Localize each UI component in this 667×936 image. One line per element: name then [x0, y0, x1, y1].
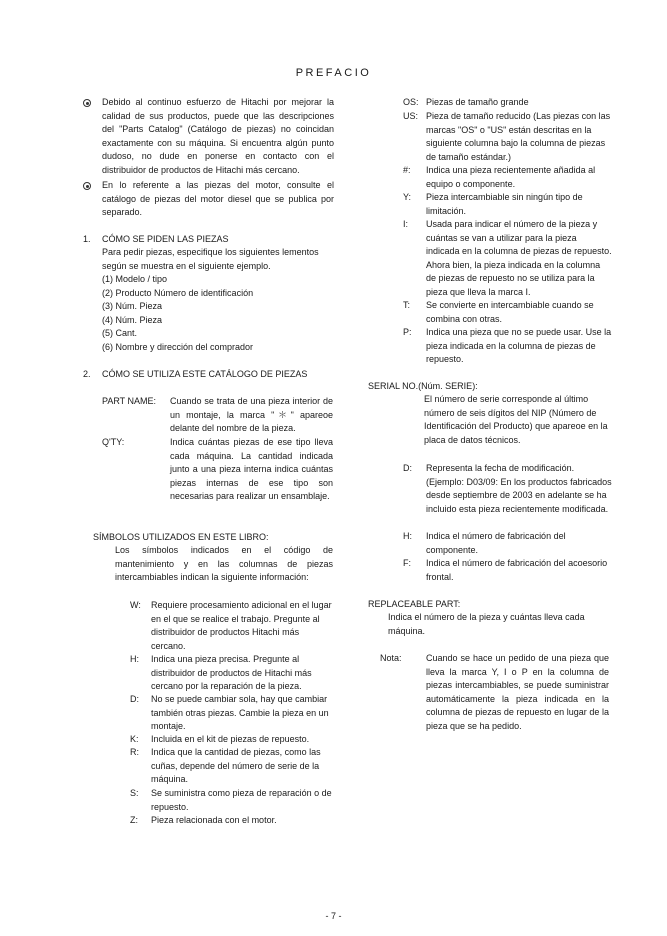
- symbol-key: R:: [130, 747, 139, 757]
- code-key: US:: [403, 111, 419, 121]
- section-1-list: [102, 273, 253, 354]
- code-key: T:: [403, 300, 411, 310]
- code-text: Usada para indicar el número de la pieza y cuántas se van a utilizar para la pieza indicada en la columna de piezas de repuesto. Ahora bien, la pieza indicada en la columna de piezas de repuesto no se utiliza para la pieza que lleva la marca I.: [426, 219, 612, 297]
- code-text: Pieza de tamaño reducido (Las piezas con las marcas "OS" o "US" están descritas en la siguiente columna bajo la columna de piezas de tamaño estándar.): [426, 111, 611, 162]
- symbol-key: H:: [130, 654, 139, 664]
- serial-key: D:: [403, 463, 412, 473]
- serial-key: H:: [403, 531, 412, 541]
- bullet-icon: [83, 182, 92, 191]
- section-2-heading: CÓMO SE UTILIZA ESTE CATÁLOGO DE PIEZAS: [102, 369, 308, 379]
- code-text: Pieza intercambiable sin ningún tipo de limitación.: [426, 192, 583, 216]
- replaceable-body: Indica el número de la pieza y cuántas lleva cada máquina.: [388, 612, 585, 636]
- list-item: (6) Nombre y dirección del comprador: [102, 341, 254, 352]
- symbol-key: W:: [130, 600, 141, 610]
- list-item: (2) Producto Número de identificación: [102, 287, 254, 298]
- bullet-icon: [83, 99, 92, 108]
- serial-key: F:: [403, 558, 411, 568]
- list-item: (5) Cant.: [102, 328, 138, 338]
- code-text: Indica una pieza que no se puede usar. Use la pieza indicada en la columna de piezas de repuesto.: [426, 327, 612, 364]
- section-1-number: 1.: [83, 234, 91, 244]
- serial-body: El número de serie corresponde al último número de seis dígitos del NIP (Número de Identificación del Producto) que apareoe en la placa de datos técnicos.: [424, 394, 608, 445]
- symbol-key: Z:: [130, 815, 138, 825]
- code-text: Piezas de tamaño grande: [426, 97, 529, 107]
- replaceable-heading: REPLACEABLE PART:: [368, 599, 461, 609]
- note-text: Cuando se hace un pedido de una pieza que lleva la marca Y, I o P en la columna de piezas intercambiables, se puede suministrar automáticamente la pieza indicada en la columna de piezas de repuesto en lugar de la pieza que se ha pedido.: [426, 653, 609, 731]
- symbol-text: Indica que la cantidad de piezas, como las cuñas, depende del número de serie de la máquina.: [151, 747, 321, 784]
- section-2-number: 2.: [83, 369, 91, 379]
- code-key: OS:: [403, 97, 419, 107]
- code-key: #:: [403, 165, 411, 175]
- symbol-text: Incluida en el kit de piezas de repuesto.: [151, 734, 310, 744]
- serial-text: Indica el número de fabricación del acoesorio frontal.: [426, 558, 608, 582]
- list-item: (1) Modelo / tipo: [102, 274, 168, 284]
- def-term: PART NAME:: [102, 396, 157, 406]
- serial-heading: SERIAL NO.(Núm. SERIE):: [368, 381, 478, 391]
- symbol-text: Se suministra como pieza de reparación o de repuesto.: [151, 788, 332, 812]
- code-text: Se convierte en intercambiable cuando se combina con otras.: [426, 300, 594, 324]
- code-key: P:: [403, 327, 412, 337]
- page-title: PREFACIO: [295, 67, 372, 79]
- symbol-key: K:: [130, 734, 139, 744]
- intro-paragraph-1: Debido al continuo esfuerzo de Hitachi por mejorar la calidad de sus productos, puede que las descripciones del "Parts Catalog" (Catálogo de piezas) no coincidan exactamente con su máquina. Si encuentra algún punto dudoso, no dude en ponerse en contacto con el distribuidor de productos de Hitachi más cercano.: [102, 97, 334, 175]
- code-key: Y:: [403, 192, 412, 202]
- code-key: I:: [403, 219, 409, 229]
- serial-text: Representa la fecha de modificación. (Ejemplo: D03/09: En los productos fabricados desde septiembre de 2003 en adelante se ha incluido esta pieza recientemente modificada.: [426, 463, 612, 514]
- def-text: Cuando se trata de una pieza interior de un montaje, la marca "＊" apareoe delante del nombre de la pieza.: [170, 396, 333, 433]
- section-1-heading: CÓMO SE PIDEN LAS PIEZAS: [102, 234, 229, 244]
- def-text: Indica cuántas piezas de ese tipo lleva cada máquina. La cantidad indicada junto a una pieza interna indica cuántas piezas internas de ese tipo son necesarias para realizar un ensamblaje.: [170, 437, 333, 501]
- page-number: - 7 -: [325, 911, 342, 921]
- symbol-key: S:: [130, 788, 139, 798]
- symbol-text: Indica una pieza precisa. Pregunte al distribuidor de productos de Hitachi más cercano por la reparación de la pieza.: [151, 654, 312, 691]
- section-1-body: Para pedir piezas, especifique los siguientes lementos según se muestra en el siguiente ejemplo.: [102, 247, 319, 271]
- symbol-text: Pieza relacionada con el motor.: [151, 815, 277, 825]
- def-term: Q'TY:: [102, 437, 125, 447]
- symbols-body: Los símbolos indicados en el código de mantenimiento y en las columnas de piezas intercambiables indican la siguiente información:: [115, 545, 333, 582]
- symbol-key: D:: [130, 694, 139, 704]
- list-item: (4) Núm. Pieza: [102, 314, 163, 325]
- serial-text: Indica el número de fabricación del componente.: [426, 531, 566, 555]
- note-label: Nota:: [380, 653, 402, 663]
- code-text: Indica una pieza recientemente añadida al equipo o componente.: [426, 165, 596, 189]
- symbol-text: Requiere procesamiento adicional en el lugar en el que se realice el trabajo. Pregunte al distribuidor de productos Hitachi más cercano.: [151, 600, 332, 651]
- symbols-heading: SÍMBOLOS UTILIZADOS EN ESTE LIBRO:: [93, 532, 269, 542]
- intro-paragraph-2: En lo referente a las piezas del motor, consulte el catálogo de piezas del motor diesel que se publica por separado.: [102, 180, 334, 217]
- symbol-text: No se puede cambiar sola, hay que cambiar también otras piezas. Cambie la pieza en un montaje.: [151, 694, 329, 731]
- list-item: (3) Núm. Pieza: [102, 301, 163, 311]
